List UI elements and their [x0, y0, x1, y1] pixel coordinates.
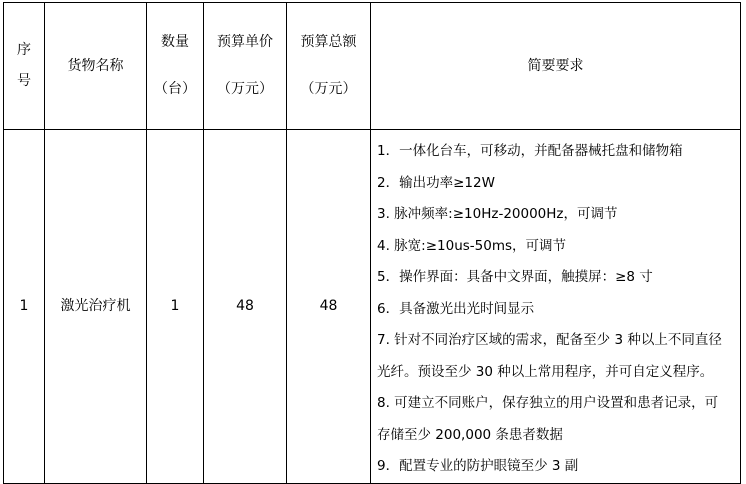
- cell-unit-price: 48: [204, 130, 287, 484]
- cell-qty: 1: [147, 130, 204, 484]
- requirement-line: 8. 可建立不同账户，保存独立的用户设置和患者记录，可: [377, 395, 719, 411]
- header-qty-line1: 数量: [161, 34, 189, 51]
- cell-total: 48: [287, 130, 371, 484]
- requirement-line: 3. 脉冲频率:≥10Hz-20000Hz，可调节: [377, 206, 618, 222]
- header-qty-line2: （台）: [154, 81, 196, 97]
- requirement-line: 5．操作界面：具备中文界面，触摸屏：≥8 寸: [377, 269, 653, 285]
- requirement-line: 1．一体化台车，可移动，并配备器械托盘和储物箱: [377, 143, 683, 159]
- requirement-line: 4. 脉宽:≥10us-50ms，可调节: [377, 237, 567, 254]
- header-seq: [4, 3, 45, 130]
- cell-requirements: [371, 130, 741, 484]
- header-name: 货物名称: [45, 3, 147, 130]
- table-row: [4, 130, 741, 484]
- cell-name: 激光治疗机: [45, 130, 147, 484]
- header-requirements: 简要要求: [371, 3, 741, 130]
- requirement-line: 6．具备激光出光时间显示: [377, 300, 535, 317]
- header-unit-price: [204, 3, 287, 130]
- header-row: [4, 3, 741, 130]
- requirement-line: 2．输出功率≥12W: [377, 174, 495, 191]
- header-seq-line2: 号: [17, 73, 31, 89]
- header-total-line2: （万元）: [300, 81, 357, 97]
- header-seq-line1: 序: [17, 42, 31, 59]
- procurement-table: [3, 2, 741, 484]
- requirement-line: 9．配置专业的防护眼镜至少 3 副: [377, 458, 579, 474]
- header-unit-price-line2: （万元）: [217, 81, 273, 97]
- requirement-line: 存储至少 200,000 条患者数据: [377, 426, 563, 443]
- requirement-line: 7. 针对不同治疗区域的需求，配备至少 3 种以上不同直径: [377, 332, 722, 348]
- cell-seq: 1: [4, 130, 45, 484]
- header-unit-price-line1: 预算单价: [217, 34, 273, 51]
- header-total: [287, 3, 371, 130]
- header-qty: [147, 3, 204, 130]
- requirement-line: 光纤。预设至少 30 种以上常用程序，并可自定义程序。: [377, 363, 714, 380]
- header-total-line1: 预算总额: [300, 34, 357, 51]
